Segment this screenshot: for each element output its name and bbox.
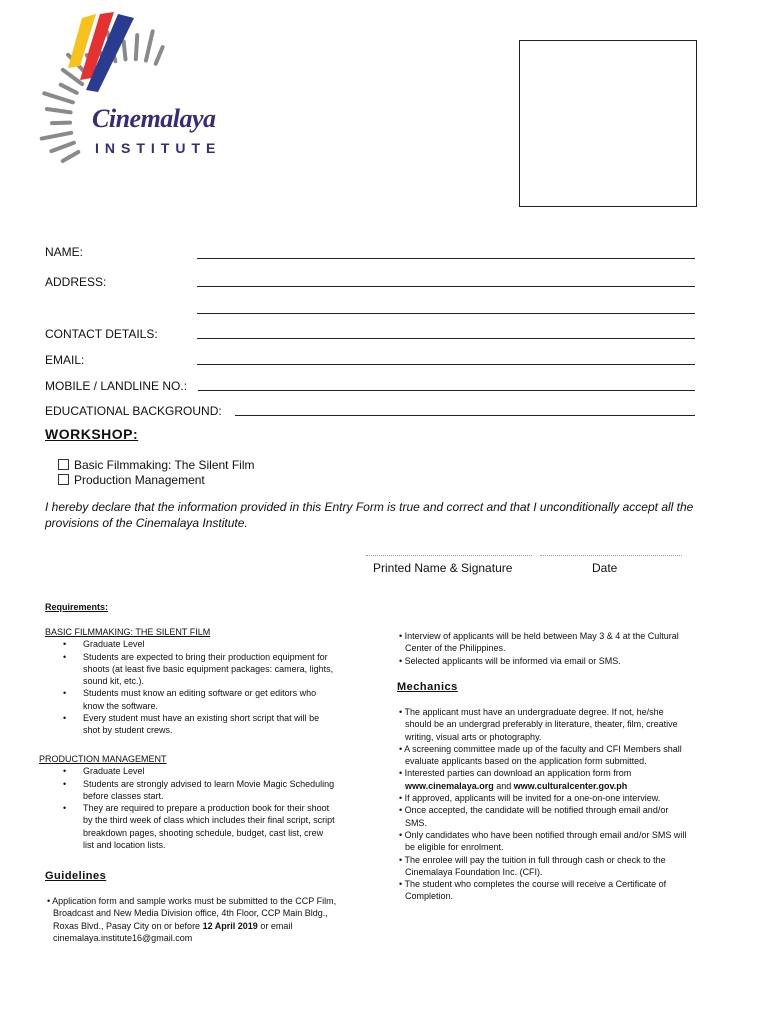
list-item: • The student who completes the course will receive a Certificate of Completion. — [399, 879, 667, 902]
list-item-text: The enrolee will pay the tuition in full through cash or check to the Cinemalaya Foundation Inc. (CFI). — [404, 854, 666, 877]
logo-ray — [136, 35, 137, 59]
logo-ray — [63, 152, 79, 161]
requirements-title: Requirements: — [45, 602, 109, 612]
link-cinemalaya[interactable]: www.cinemalaya.org — [405, 780, 494, 791]
workshop-option-basic[interactable] — [58, 458, 255, 472]
interview-info — [397, 630, 687, 667]
list-item: • If approved, applicants will be invited for a one-on-one interview. — [399, 793, 661, 804]
mobile-field[interactable] — [198, 390, 695, 391]
list-item: • Interested parties can download an application form from www.cinemalaya.org and www.culturalcenter.gov.ph — [399, 768, 632, 791]
address-label: ADDRESS: — [45, 275, 107, 289]
education-label: EDUCATIONAL BACKGROUND: — [45, 404, 222, 418]
logo-ray — [156, 47, 163, 64]
address-field-line2[interactable] — [197, 313, 695, 314]
list-item: • Only candidates who have been notified through email and/or SMS will be eligible for enrolment. — [399, 829, 687, 853]
guideline-email: or email cinemalaya.institute16@gmail.com — [53, 920, 293, 943]
list-item: • Every student must have an existing short script that will be shot by student crews. — [45, 712, 335, 737]
printed-name-label: Printed Name & Signature — [373, 561, 513, 575]
production-requirements-title: PRODUCTION MANAGEMENT — [39, 754, 167, 764]
list-item-text: Once accepted, the candidate will be notified through email and/or SMS. — [404, 805, 669, 828]
option-label: Basic Filmmaking: The Silent Film — [74, 458, 255, 472]
mobile-label: MOBILE / LANDLINE NO.: — [45, 379, 188, 393]
list-item-text: The student who completes the course will receive a Certificate of Completion. — [404, 879, 667, 902]
logo-ray — [44, 93, 73, 102]
link-culturalcenter[interactable]: www.culturalcenter.gov.ph — [513, 780, 628, 791]
list-item-text: Only candidates who have been notified through email and/or SMS will be eligible for enrolment. — [404, 829, 687, 853]
logo-ray — [47, 109, 71, 112]
basic-requirements-title: BASIC FILMMAKING: THE SILENT FILM — [45, 627, 211, 637]
list-item: • Graduate Level — [45, 638, 335, 650]
checkbox-icon[interactable] — [58, 474, 69, 485]
list-item: • They are required to prepare a production book for their shoot by the third week of class which includes their final script, script breakdown pages, shooting schedule, budget, cast list, crew list and location lists. — [45, 802, 335, 851]
guidelines-list — [45, 895, 345, 944]
email-label: EMAIL: — [45, 353, 85, 367]
workshop-title: WORKSHOP: — [45, 426, 139, 442]
basic-requirements — [45, 626, 335, 737]
signature-line[interactable] — [366, 555, 532, 556]
logo-ray — [124, 41, 126, 59]
list-item: • Students are strongly advised to learn Movie Magic Scheduling before classes start. — [45, 778, 335, 803]
declaration-text: I hereby declare that the information provided in this Entry Form is true and correct and that I unconditionally accept all the provisions of the Cinemalaya Institute. — [45, 500, 694, 530]
logo-ray — [51, 143, 73, 151]
date-label: Date — [592, 561, 618, 575]
email-field[interactable] — [197, 364, 695, 365]
list-item: • Interview of applicants will be held between May 3 & 4 at the Cultural Center of the Philippines. — [399, 631, 679, 654]
list-item: • Students must know an editing software or get editors who know the software. — [45, 687, 335, 712]
mechanics-title: Mechanics — [397, 681, 458, 693]
production-requirements — [39, 753, 335, 851]
list-item-text: Interested parties can download an application form from — [404, 768, 632, 779]
list-item-text: Selected applicants will be informed via email or SMS. — [404, 655, 621, 666]
list-item-text: A screening committee made up of the faculty and CFI Members shall evaluate applicants based on the application form submitted. — [404, 743, 682, 767]
list-item: • Application form and sample works must be submitted to the CCP Film, Broadcast and New Media Division office, 4th Floor, CCP Main Bldg., Roxas Blvd., Pasay City on or before 12 April 2019 or email cinemalaya.institute16@gmail.com — [47, 896, 337, 943]
logo-ray — [42, 133, 71, 139]
list-item: • Students are expected to bring their production equipment for shoots (at least five basic equipment packages: camera, lights, sound kit, etc.). — [45, 651, 335, 688]
date-line[interactable] — [540, 555, 682, 556]
guideline-deadline: 12 April 2019 — [202, 920, 258, 931]
list-item-text: The applicant must have an undergraduate degree. If not, he/she should be an undergrad preferably in literature, theater, film, creative writing, visual arts or photography. — [404, 707, 678, 742]
list-item: • Once accepted, the candidate will be notified through email and/or SMS. — [399, 805, 669, 828]
list-item-text: and — [496, 780, 512, 791]
contact-label: CONTACT DETAILS: — [45, 327, 158, 341]
list-item: • A screening committee made up of the faculty and CFI Members shall evaluate applicants based on the application form submitted. — [399, 743, 682, 767]
list-item-text: If approved, applicants will be invited for a one-on-one interview. — [404, 793, 661, 804]
logo-ray — [146, 31, 153, 60]
list-item-text: Interview of applicants will be held between May 3 & 4 at the Cultural Center of the Philippines. — [404, 631, 679, 654]
list-item: • Graduate Level — [45, 765, 335, 777]
guidelines-title: Guidelines — [45, 870, 107, 882]
workshop-option-production[interactable] — [58, 473, 205, 487]
list-item: • The applicant must have an undergraduate degree. If not, he/she should be an undergrad preferably in literature, theater, film, creative writing, visual arts or photography. — [399, 707, 678, 742]
option-label: Production Management — [74, 473, 205, 487]
production-requirements-list — [39, 765, 335, 851]
education-field[interactable] — [235, 415, 695, 416]
logo-subtitle: INSTITUTE — [95, 140, 222, 156]
name-label: NAME: — [45, 245, 84, 259]
checkbox-icon[interactable] — [58, 459, 69, 470]
photo-box[interactable] — [519, 40, 697, 207]
logo-wordmark: Cinemalaya — [92, 104, 216, 133]
contact-field[interactable] — [197, 338, 695, 339]
address-field[interactable] — [197, 286, 695, 287]
basic-requirements-list — [45, 638, 335, 736]
logo-ray — [63, 70, 82, 84]
mechanics-list — [397, 706, 689, 903]
list-item: • Selected applicants will be informed via email or SMS. — [399, 655, 621, 666]
guideline-text: Application form and sample works must be submitted to the CCP Film, Broadcast and New Media Division office, 4th Floor, CCP Main Bldg., Roxas Blvd., Pasay City on or before — [52, 896, 337, 931]
name-field[interactable] — [197, 258, 695, 259]
list-item: • The enrolee will pay the tuition in full through cash or check to the Cinemalaya Foundation Inc. (CFI). — [399, 854, 666, 877]
logo-ray — [61, 85, 77, 93]
